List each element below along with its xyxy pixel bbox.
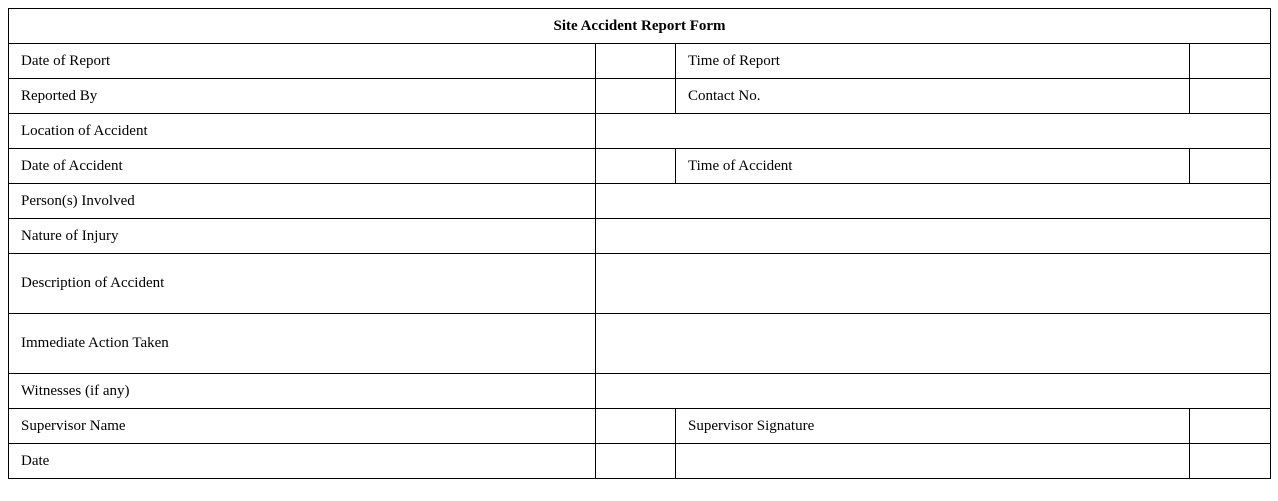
label-date-of-report: Date of Report (9, 44, 596, 79)
row-persons-involved (9, 184, 1271, 219)
row-nature-of-injury (9, 219, 1271, 254)
field-supervisor-name[interactable] (596, 409, 676, 444)
field-date-of-accident[interactable] (596, 149, 676, 184)
label-nature-of-injury: Nature of Injury (9, 219, 596, 254)
row-date (9, 444, 1271, 479)
field-supervisor-signature[interactable] (1190, 409, 1271, 444)
field-witnesses[interactable] (596, 374, 1271, 409)
field-time-of-report[interactable] (1190, 44, 1271, 79)
row-immediate-action-taken (9, 314, 1271, 374)
row-date-of-accident (9, 149, 1271, 184)
field-immediate-action-taken[interactable] (596, 314, 1271, 374)
label-time-of-report: Time of Report (676, 44, 1190, 79)
label-persons-involved: Person(s) Involved (9, 184, 596, 219)
row-supervisor (9, 409, 1271, 444)
label-supervisor-name: Supervisor Name (9, 409, 596, 444)
label-location-of-accident: Location of Accident (9, 114, 596, 149)
row-date-of-report (9, 44, 1271, 79)
field-empty-right[interactable] (1190, 444, 1271, 479)
row-reported-by (9, 79, 1271, 114)
label-witnesses: Witnesses (if any) (9, 374, 596, 409)
field-location-of-accident[interactable] (596, 114, 1271, 149)
label-empty-right (676, 444, 1190, 479)
field-contact-no[interactable] (1190, 79, 1271, 114)
label-time-of-accident: Time of Accident (676, 149, 1190, 184)
field-nature-of-injury[interactable] (596, 219, 1271, 254)
row-witnesses (9, 374, 1271, 409)
label-description-of-accident: Description of Accident (9, 254, 596, 314)
label-immediate-action-taken: Immediate Action Taken (9, 314, 596, 374)
field-reported-by[interactable] (596, 79, 676, 114)
label-date-of-accident: Date of Accident (9, 149, 596, 184)
field-persons-involved[interactable] (596, 184, 1271, 219)
field-description-of-accident[interactable] (596, 254, 1271, 314)
field-time-of-accident[interactable] (1190, 149, 1271, 184)
label-contact-no: Contact No. (676, 79, 1190, 114)
field-date-of-report[interactable] (596, 44, 676, 79)
accident-report-table (8, 8, 1271, 479)
field-date[interactable] (596, 444, 676, 479)
accident-report-form (8, 8, 1271, 479)
label-reported-by: Reported By (9, 79, 596, 114)
row-location-of-accident (9, 114, 1271, 149)
row-description-of-accident (9, 254, 1271, 314)
label-date: Date (9, 444, 596, 479)
title-row (9, 9, 1271, 44)
form-title: Site Accident Report Form (9, 9, 1271, 44)
label-supervisor-signature: Supervisor Signature (676, 409, 1190, 444)
